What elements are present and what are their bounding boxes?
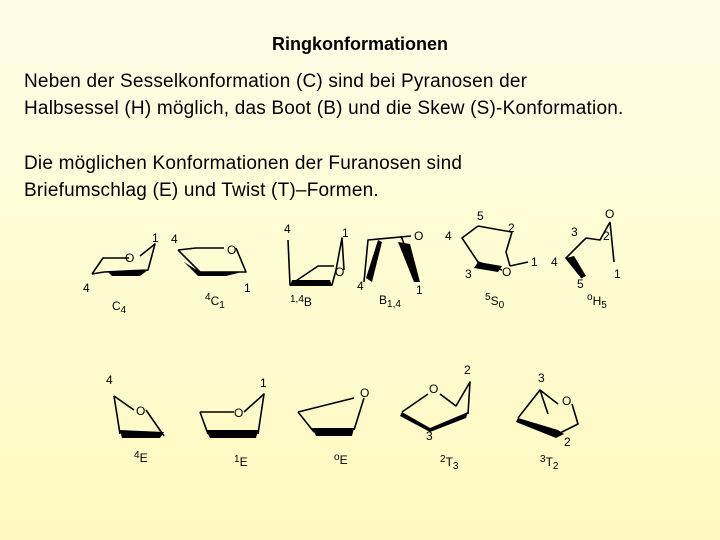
front-bond [566,256,586,278]
atom-number-label: 2 [564,435,571,449]
atom-number-label: 5 [477,209,484,223]
front-bond [366,240,382,282]
front-bond [120,430,164,438]
ring-oxygen-label: O [414,229,424,243]
conformation-label-1e: $^1$E [234,454,248,469]
conformation-label-4e: $^4$E [134,450,148,465]
ring-oxygen-label: O [605,207,615,221]
ring-bond [402,394,428,412]
ring-oxygen-label: O [136,404,146,418]
front-bond [206,430,258,438]
furanose-envelope-3 [298,398,364,436]
ring-bond [298,398,354,412]
atom-number-label: 2 [464,363,471,377]
ring-bond [610,222,614,262]
atom-number-label: 1 [342,226,349,240]
front-bond [290,280,332,286]
atom-number-label: 1 [244,281,251,295]
ring-oxygen-label: O [429,382,439,396]
atom-number-label: 4 [83,281,90,295]
front-bond [474,262,502,272]
conformation-label-c4: $C_4$ [112,299,127,316]
ring-oxygen-label: O [562,394,572,408]
paragraph-line: Die möglichen Konformationen der Furanosen sind [24,153,463,174]
ring-oxygen-label: O [335,265,345,279]
atom-number-label: 4 [551,255,558,269]
atom-number-label: 4 [171,232,178,246]
ring-oxygen-label: O [502,265,512,279]
conformation-label-5s0: $^5S_0$ [485,292,505,311]
ring-bond [440,382,470,414]
atom-number-label: 1 [260,376,267,390]
ring-bond [506,232,512,266]
atom-number-label: 4 [106,373,113,387]
atom-number-label: 3 [571,225,578,239]
conformation-label-2t3: $^2T_3$ [440,454,459,472]
atom-number-label: 1 [614,267,621,281]
conformation-label-4c1: $^4C_1$ [205,292,225,311]
atom-number-label: 1 [152,231,159,245]
atom-number-label: 3 [465,267,472,281]
ring-bond [510,262,528,266]
ring-bond [288,240,336,285]
atom-number-label: 4 [284,222,291,236]
atom-number-label: 1 [416,283,423,297]
front-bond [400,412,468,432]
front-bond [516,418,564,438]
ring-bond [114,396,120,434]
conformation-label-b14: $B_{1,4}$ [379,293,401,310]
ring-oxygen-label: O [227,243,237,257]
ring-bond [558,404,578,434]
atom-number-label: 4 [357,279,364,293]
ring-bond [518,390,558,418]
pyranose-chair-1 [92,244,155,276]
paragraph-line: Neben der Sesselkonformation (C) sind bei Pyranosen der [24,71,528,92]
atom-number-label: 3 [426,429,433,443]
atom-number-label: 1 [531,255,538,269]
ring-bond [298,412,314,432]
atom-number-label: 2 [603,229,610,243]
atom-number-label: 5 [577,277,584,291]
ring-bond [114,396,134,410]
front-bond [312,428,354,436]
page-title: Ringkonformationen [272,34,448,54]
atom-number-label: 2 [508,221,515,235]
front-bond [398,242,420,282]
conformation-label-oh5: $^oH_5$ [587,292,607,311]
furanose-envelope-2 [200,394,264,438]
conformation-label-oe: $^o$E [334,452,348,467]
ring-oxygen-label: O [360,386,370,400]
conformation-label-3t2: $^3T_2$ [540,454,559,472]
pyranose-skew [462,226,528,272]
ring-bond [244,394,264,434]
ring-bond [478,226,512,232]
atom-number-label: 3 [538,371,545,385]
ring-oxygen-label: O [125,251,135,265]
atom-number-label: 4 [445,229,452,243]
pyranose-boat-2 [364,236,420,282]
ring-oxygen-label: O [234,406,244,420]
paragraph-line: Briefumschlag (E) und Twist (T)–Formen. [24,180,379,201]
conformation-label-14b: $^{1,4}$B [290,294,312,309]
paragraph-line: Halbsessel (H) möglich, das Boot (B) und die Skew (S)-Konformation. [24,98,624,119]
ring-bond [178,248,224,250]
ring-bond [354,398,364,430]
